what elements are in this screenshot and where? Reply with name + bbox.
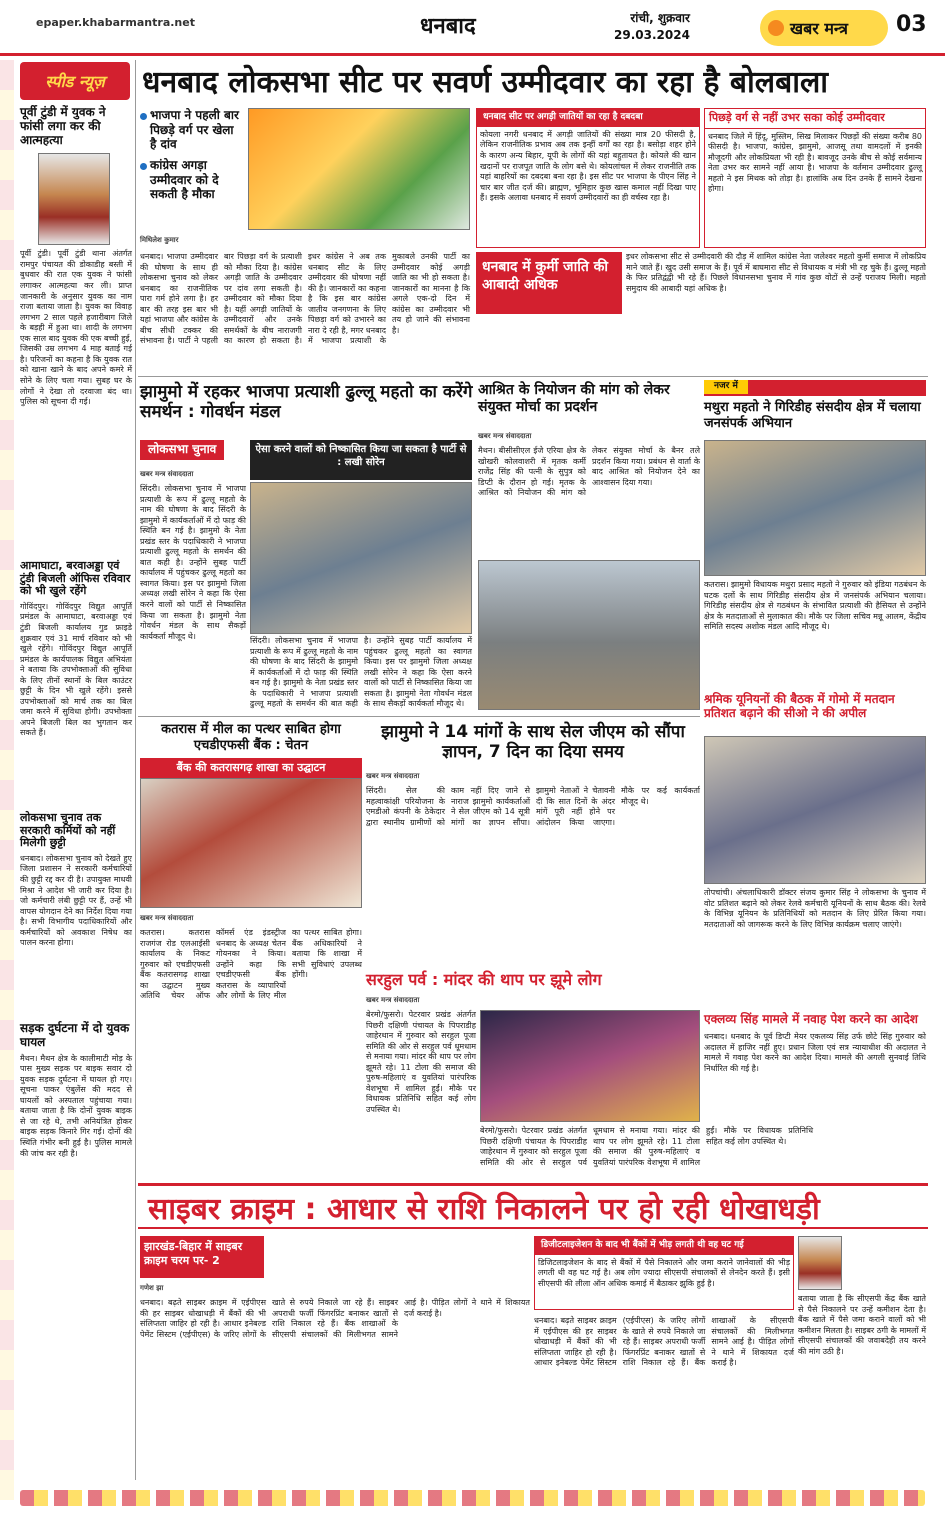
left-story-4 <box>20 1022 132 1474</box>
sarhul-body-cont: बेरमो/फुसरो। पेटरवार प्रखंड अंतर्गत पिछरी दक्षिणी पंचायत के पिपराडीह जाहेरथान में गुरुवार को सरहुल पूजा समिति की ओर से सरहुल पर्व धूमधाम से मनाया गया। मांदर की थाप पर लोग झूमते रहे। 11 टोला की समाज की पुरुष-महिलाएं व युवतियां पारंपरिक वेशभूषा में शामिल हुईं। मौके पर विधायक प्रतिनिधि सहित कई लोग उपस्थित थे। <box>480 1126 813 1167</box>
caste-box-body: कोयला नगरी धनबाद में अगड़ी जातियों की संख्या मात्र 20 फीसदी है, लेकिन राजनीतिक प्रभाव अब तक इन्हीं वर्गों का रहा है। बसोड़ा शहर होने के कारण अन्य बिहार, यूपी के लोगों की यहां बहुतायत है। कोयले की खान खदानों पर राजपूत जाति के लोग बसे थे। कोयलांचल में लेकर राजनीति तक यहां बाहरियों का दबदबा बना रहा है। इस सीट पर भाजपा के पीएन सिंह ने चार बार जीत दर्ज की। ब्राह्मण, भूमिहार कुछ खास कमाल नहीं दिखा पाए हैं। इसके अलावा धनबाद में सवर्ण उम्मीदवारों का ही वर्चस्व रहा है। <box>480 129 696 203</box>
sail-headline: झामुमो ने 14 मांगों के साथ सेल जीएम को सौंपा ज्ञापन, 7 दिन का दिया समय <box>381 722 685 763</box>
jmm-story-tag: लोकसभा चुनाव <box>140 440 224 460</box>
lead-body: धनबाद। भाजपा उम्मीदवार की घोषणा के साथ ही लोकसभा चुनाव को लेकर धनबाद का राजनीतिक पारा गर्म होने लगा है। हर बार की तरह इस बार भी यहां भाजपा और कांग्रेस के बीच सीधी टक्कर की संभावना है। पार्टी ने पहली बार पिछड़ा वर्ग के प्रत्याशी को मौका दिया है। कांग्रेस अगड़ी जाति के उम्मीदवार पर दांव लगा सकती है। उम्मीदवार को मौका दिया है। यहीं अगड़ी जातियों के उम्मीदवारों और उनके समर्थकों के बीच नाराजगी का कारण हो सकता है। इधर कांग्रेस ने अब तक धनबाद सीट के लिए उम्मीदवार की घोषणा नहीं की है। जानकारों का कहना है कि इस बार कांग्रेस जातीय जनगणना के लिए पिछड़ा वर्ग को उभारने का नारा दे रही है, मगर धनबाद में भाजपा प्रत्याशी के मुकाबले उनकी पार्टी का उम्मीदवार कोई अगड़ी जाति का भी हो सकता है। जानकारों का मानना है कि अगले एक-दो दिन में कांग्रेस का उम्मीदवार भी तय हो जाने की संभावना है। <box>140 252 470 346</box>
left-story-body: मैथन। मैथन क्षेत्र के कालीमाटी मोड़ के पास मुख्य सड़क पर बाइक सवार दो युवक सड़क दुर्घटना में घायल हो गए। सूचना पाकर एंबुलेंस की मदद से घायलों को अस्पताल पहुंचाया गया। बताया जाता है कि दोनों युवक बाइक से जा रहे थे, तभी अनियंत्रित होकर बाइक सड़क किनारे गिर गई। दोनों की स्थिति गंभीर बनी हुई है। पुलिस मामले की जांच कर रही है। <box>20 1053 132 1158</box>
sail-byline: खबर मन्त्र संवाददाता <box>366 772 420 780</box>
kurmi-box-body: इधर लोकसभा सीट से उम्मीदवारी की दौड़ में शामिल कांग्रेस नेता जलेश्वर महतो कुर्मी समाज में लोकप्रिय माने जाते हैं। खुद उसी समाज के हैं। पूर्व में बाघमारा सीट से विधायक व मंत्री भी रह चुके हैं। ढुल्लू महतो के फिर प्रतिद्वंद्वी भी रहे हैं। पिछले विधानसभा चुनाव में गांव कुछ वोटों से उन्हें पराजय मिली। महतो समुदाय की आबादी यहां अधिक है। <box>626 252 926 293</box>
caste-box-title: धनबाद सीट पर अगड़ी जातियों का रहा है दबदबा <box>477 109 699 127</box>
katras-byline: खबर मन्त्र संवाददाता <box>140 914 194 922</box>
speed-news-label: स्पीड न्यूज़ <box>20 62 130 100</box>
jmm-story-body-cont: सिंदरी। लोकसभा चुनाव में भाजपा प्रत्याशी के रूप में ढुल्लू महतो के नाम की घोषणा के बाद सिंदरी के झामुमो में कार्यकर्ताओं में दो फाड़ की स्थिति बन गई है। झामुमो के नेता प्रखंड स्तर के पदाधिकारी ने भाजपा प्रत्याशी ढुल्लू महतो के समर्थन की बात कही है। उन्होंने सुबह पार्टी कार्यालय में पहुंचकर ढुल्लू महतो का स्वागत किया। इस पर झामुमो जिला अध्यक्ष लखी सोरेन ने कहा कि ऐसा करने वालों को पार्टी से निष्कासित किया जा सकता है। झामुमो नेता गोवर्धन मंडल के साथ सैकड़ों कार्यकर्ता मौजूद थे। <box>250 636 472 709</box>
section-rule <box>138 376 928 377</box>
kurmi-box-title: धनबाद में कुर्मी जाति की आबादी अधिक <box>476 252 622 314</box>
column-rule <box>135 60 136 1480</box>
left-story-headline: पूर्वी टुंडी में युवक ने फांसी लगा कर की आत्महत्या <box>20 105 106 147</box>
lead-byline: मिथिलेश कुमार <box>140 236 179 244</box>
decorative-spine <box>0 60 14 1500</box>
mathura-kicker-bar <box>704 380 926 396</box>
brand-logo-icon <box>768 20 784 36</box>
sanyukt-byline: खबर मन्त्र संवाददाता <box>478 432 532 440</box>
shramik-headline: श्रमिक यूनियनों की बैठक में गोमो में मतदान प्रतिशत बढ़ाने की सीओ ने की अपील <box>704 692 895 721</box>
officer-photo <box>798 1236 842 1290</box>
sarhul-headline: सरहुल पर्व : मांदर की थाप पर झूमे लोग <box>366 970 602 989</box>
edition-city: धनबाद <box>420 14 476 39</box>
cyber-side-body: बताया जाता है कि सीएसपी केंद्र बैंक खाते से पैसे निकालने पर उन्हें कमीशन देता है। बैंक खाते में पैसे जमा कराने वालों को भी कमीशन मिलता है। साइबर ठगी के मामलों में सीएसपी संचालकों की जवाबदेही तय करने की मांग उठी है। <box>798 1294 926 1356</box>
digital-box-title: डिजीटलाइजेशन के बाद भी बैंकों में भीड़ लगती थी वह घट गई <box>535 1237 793 1255</box>
eklavya-headline: एक्लव्य सिंह मामले में नवाह पेश करने का आदेश <box>704 1012 918 1026</box>
mathura-campaign-photo <box>704 440 926 576</box>
obc-box-body: धनबाद जिले में हिंदू, मुस्लिम, सिख मिलाकर पिछड़ों की संख्या करीब 80 फीसदी है। भाजपा, कांग्रेस, झामुमो, आजसू तथा वामदलों में इनकी मौजूदगी और लोकप्रियता भी रही है। बावजूद उनके बीच से कोई सर्वमान्य नेता उभर कर सामने नहीं आया है। भाजपा के वर्तमान उम्मीदवार ढुल्लू महतो ने इस मिथक को तोड़ा है। हालांकि अब दिन उनके हैं सामने देखना होगा। <box>708 131 922 194</box>
union-meeting-photo <box>704 736 926 884</box>
epaper-url[interactable]: epaper.khabarmantra.net <box>36 16 195 29</box>
left-story-body: धनबाद। लोकसभा चुनाव को देखते हुए जिला प्रशासन ने सरकारी कर्मचारियों की छुट्टी रद्द कर दी है। उपायुक्त माधवी मिश्रा ने आदेश भी जारी कर दिया है। जो कर्मचारी लंबी छुट्टी पर हैं, उन्हें भी वापस योगदान देने का निर्देश दिया गया है। सभी विभागीय पदाधिकारियों और कर्मचारियों को अवकाश निषेध का पालन करना होगा। <box>20 853 132 948</box>
sarhul-body: बेरमो/फुसरो। पेटरवार प्रखंड अंतर्गत पिछरी दक्षिणी पंचायत के पिपराडीह जाहेरथान में गुरुवार को सरहुल पूजा समिति की ओर से सरहुल पर्व धूमधाम से मनाया गया। मांदर की थाप पर लोग झूमते रहे। 11 टोला की समाज की पुरुष-महिलाएं व युवतियां पारंपरिक वेशभूषा में शामिल हुईं। मौके पर विधायक प्रतिनिधि सहित कई लोग उपस्थित थे। <box>366 1010 476 1114</box>
masthead <box>0 0 945 56</box>
obc-box <box>704 108 926 248</box>
jmm-story-body: सिंदरी। लोकसभा चुनाव में भाजपा प्रत्याशी के रूप में ढुल्लू महतो के नाम की घोषणा के बाद सिंदरी के झामुमो में कार्यकर्ताओं में दो फाड़ की स्थिति बन गई है। झामुमो के नेता प्रखंड स्तर के पदाधिकारी ने भाजपा प्रत्याशी ढुल्लू महतो के समर्थन की बात कही है। उन्होंने सुबह पार्टी कार्यालय में पहुंचकर ढुल्लू महतो का स्वागत किया। इस पर झामुमो जिला अध्यक्ष लखी सोरेन ने कहा कि ऐसा करने वालों को पार्टी से निष्कासित किया जा सकता है। झामुमो नेता गोवर्धन मंडल के साथ सैकड़ों कार्यकर्ता मौजूद थे। <box>140 484 246 641</box>
sanyukt-story-headline: आश्रित के नियोजन की मांग को लेकर संयुक्त मोर्चा का प्रदर्शन <box>478 382 670 415</box>
sanyukt-story-body: मैथन। बीसीसीएल ईजे एरिया क्षेत्र के खोखरी कोलवाशरी में मृतक कर्मी राजेंद्र सिंह की पत्नी के सुपुत्र को डिप्टी के दौरान हो गई। मृतक के आश्रित को नियोजन की मांग को लेकर संयुक्त मोर्चा के बैनर तले प्रदर्शन किया गया। प्रबंधन से वार्ता के बाद आश्रित को नियोजन देने का आश्वासन दिया गया। <box>478 446 700 498</box>
mathura-kicker: नजर में <box>704 380 748 394</box>
cyber-byline: गणेश झा <box>140 1284 164 1292</box>
cyber-tag: झारखंड-बिहार में साइबर क्राइम चरम पर- 2 <box>140 1236 264 1278</box>
lead-headline: धनबाद लोकसभा सीट पर सवर्ण उम्मीदवार का रहा है बोलबाला <box>142 65 829 100</box>
sarhul-byline: खबर मन्त्र संवाददाता <box>366 996 420 1004</box>
left-story-body: गोविंदपुर। गोविंदपुर विद्युत आपूर्ति प्रमंडल के आमाघाटा, बरवाअड्डा एवं टुंडी बिजली कार्यालय गुड फ्राइडे शुक्रवार एवं 31 मार्च रविवार को भी खुले रहेंगे। गोविंदपुर विद्युत आपूर्ति प्रमंडल के कार्यपालक विद्युत अभियंता ने बताया कि उपभोक्ताओं की सुविधा के लिए तीनों स्थानों के बिल काउंटर छुट्टी के दिन भी खुले रहेंगे। इससे उपभोक्ताओं को मार्च तक का बिल जमा करने में सुविधा होगी। उपभोक्ता अपने बिजली बिल का भुगतान कर सकते हैं। <box>20 601 132 738</box>
lead-bullet: भाजपा ने पहली बार पिछड़े वर्ग पर खेला है दांव <box>140 108 240 152</box>
left-story-headline: आमाघाटा, बरवाअड्डा एवं टुंडी बिजली ऑफिस रविवार को भी खुले रहेंगे <box>20 559 131 598</box>
sarhul-festival-photo <box>480 1010 700 1122</box>
jmm-rally-photo <box>250 482 472 634</box>
protest-photo <box>478 560 700 710</box>
section-rule <box>138 716 700 717</box>
katras-subhead: बैंक की कतरासगढ़ शाखा का उद्घाटन <box>140 758 362 779</box>
cyber-banner: साइबर क्राइम : आधार से राशि निकालने पर हो रही धोखाधड़ी <box>138 1183 928 1229</box>
page-number: 03 <box>896 12 927 37</box>
mathura-headline: मथुरा महतो ने गिरिडीह संसदीय क्षेत्र में चलाया जनसंपर्क अभियान <box>704 400 921 431</box>
obc-box-title: पिछड़े वर्ग से नहीं उभर सका कोई उम्मीदवार <box>705 109 925 129</box>
edition-date: 29.03.2024 <box>614 27 690 42</box>
cyber-body-cont: धनबाद। बढ़ते साइबर क्राइम में एईपीएस की हर साइबर धोखाधड़ी में बैंकों की भी संलिप्तता जाहिर हो रही है। आधार इनेबल्ड पेमेंट सिस्टम (एईपीएस) के जरिए लोगों के खाते से रुपये निकाले जा रहे हैं। साइबर अपराधी फर्जी फिंगरप्रिंट बनाकर खातों से राशि निकाल रहे हैं। बैंक शाखाओं के सीएसपी संचालकों की मिलीभगत सामने आई है। पीड़ित लोगों ने थाने में शिकायत दर्ज कराई है। <box>534 1316 794 1368</box>
brand-name: खबर मन्त्र <box>790 19 848 38</box>
victim-photo <box>38 153 110 245</box>
bank-inauguration-photo <box>140 778 362 908</box>
digital-box-body: डिजिटलाइजेशन के बाद से बैंकों में पैसे निकालने और जमा कराने जानेवालों की भीड़ लगती थी वह घट गई है। अब लोग ज्यादा सीएसपी संचालकों से लेनदेन करते हैं। इसी सीएसपी की लीला ऑन अधिक कमाई में बैठाकर झुकि हुई है। <box>538 1257 790 1288</box>
footer-color-bar <box>20 1490 925 1506</box>
jmm-photo-caption: ऐसा करने वालों को निष्कासित किया जा सकता है पार्टी से : लखी सोरेन <box>250 440 472 480</box>
brand-logo <box>760 10 888 46</box>
katras-body: कतरास। कतरास राजगंज रोड एलआईसी कार्यालय के निकट गुरुवार को एचडीएफसी बैंक कतरासगढ़ शाखा का उद्घाटन मुख्य अतिथि चेयर ऑफ कॉमर्स एंड इंडस्ट्रीज धनबाद के अध्यक्ष चेतन गोयनका ने किया। उन्होंने कहा कि एचडीएफसी बैंक कतरास के व्यापारियों और लोगों के लिए मील का पत्थर साबित होगा। बैंक अधिकारियों ने बताया कि शाखा में सभी सुविधाएं उपलब्ध होंगी। <box>140 928 362 1001</box>
digital-box <box>534 1236 794 1310</box>
edition-date-block <box>614 10 690 44</box>
caste-box <box>476 108 700 248</box>
left-story-2 <box>20 560 132 766</box>
lead-bullets <box>140 108 240 208</box>
cyber-body: धनबाद। बढ़ते साइबर क्राइम में एईपीएस की हर साइबर धोखाधड़ी में बैंकों की भी संलिप्तता जाहिर हो रही है। आधार इनेबल्ड पेमेंट सिस्टम (एईपीएस) के जरिए लोगों के खाते से रुपये निकाले जा रहे हैं। साइबर अपराधी फर्जी फिंगरप्रिंट बनाकर खातों से राशि निकाल रहे हैं। बैंक शाखाओं के सीएसपी संचालकों की मिलीभगत सामने आई है। पीड़ित लोगों ने थाने में शिकायत दर्ज कराई है। <box>140 1298 530 1339</box>
sail-body: सिंदरी। सेल की महत्वाकांक्षी परियोजना के एमडीओ कंपनी के ठेकेदार द्वारा स्थानीय ग्रामीणों को काम नहीं दिए जाने से नाराज झामुमो कार्यकर्ताओं ने सेल जीएम को 14 सूत्री मांगों का ज्ञापन सौंपा। झामुमो नेताओं ने चेतावनी दी कि सात दिनों के अंदर मांगें पूरी नहीं होने पर आंदोलन किया जाएगा। मौके पर कई कार्यकर्ता मौजूद थे। <box>366 786 700 827</box>
shramik-body: तोपचांची। अंचलाधिकारी डॉक्टर संजय कुमार सिंह ने लोकसभा के चुनाव में वोट प्रतिशत बढ़ाने को लेकर रेलवे कर्मचारी यूनियनों के साथ बैठक की। रेलवे के विभिन्न यूनियन के प्रतिनिधियों को मतदान के लिए प्रेरित किया गया। मतदाताओं को जागरूक करने के लिए विभिन्न कार्यक्रम चलाए जाएंगे। <box>704 888 926 929</box>
edition-place-day: रांची, शुक्रवार <box>630 11 690 25</box>
katras-headline: कतरास में मील का पत्थर साबित होगा एचडीएफसी बैंक : चेतन <box>161 722 341 753</box>
left-story-3 <box>20 812 132 1004</box>
mathura-body: कतरास। झामुमो विधायक मथुरा प्रसाद महतो ने गुरुवार को इंडिया गठबंधन के घटक दलों के साथ गिरिडीह संसदीय क्षेत्र में जनसंपर्क अभियान चलाया। गिरिडीह संसदीय क्षेत्र से गठबंधन के संभावित प्रत्याशी की हैसियत से उन्होंने क्षेत्र के मतदाताओं से मुलाकात की। मौके पर जिला सचिव मन्नू आलम, केंद्रीय समिति सदस्य अशोक मंडल आदि मौजूद थे। <box>704 580 926 632</box>
jmm-story-headline: झामुमो में रहकर भाजपा प्रत्याशी ढुल्लू महतो का करेंगे समर्थन : गोवर्धन मंडल <box>140 382 473 423</box>
lead-bullet: कांग्रेस अगड़ा उम्मीदवार को दे सकती है मौका <box>140 158 240 202</box>
left-story-body: पूर्वी टुंडी। पूर्वी टुंडी थाना अंतर्गत रामपुर पंचायत की डोकाडीह बस्ती में बुधवार की रात एक युवक ने फांसी लगाकर आत्महत्या कर ली। प्राप्त जानकारी के अनुसार युवक का नाम राजा बताया जाता है। युवक का विवाह लगभग 2 साल पहले हजारीबाग जिले के बड़ही में हुआ था। शादी के लगभग एक साल बाद युवक की एक बच्ची हुई, जिसकी उम्र लगभग 4 माह बताई गई है। परिजनों का कहना है कि युवक रात को खाना खाने के बाद अपने कमरे में सोने के लिए चला गया। सुबह घर के लोगों ने देखा तो दरवाजा बंद था। पुलिस को सूचना दी गई। <box>20 249 132 407</box>
jmm-byline: खबर मन्त्र संवाददाता <box>140 470 194 478</box>
party-flags-photo <box>248 108 470 230</box>
left-story-headline: सड़क दुर्घटना में दो युवक घायल <box>20 1021 130 1049</box>
left-story-headline: लोकसभा चुनाव तक सरकारी कर्मियों को नहीं मिलेगी छुट्टी <box>20 811 116 850</box>
eklavya-body: धनबाद। धनबाद के पूर्व डिप्टी मेयर एकलव्य सिंह उर्फ छोटे सिंह गुरुवार को अदालत में हाजिर नहीं हुए। प्रधान जिला एवं सत्र न्यायाधीश की अदालत ने मामले में गवाह पेश करने का आदेश दिया। मामले की अगली सुनवाई तिथि निर्धारित की गई है। <box>704 1032 926 1073</box>
left-story-1 <box>20 106 132 409</box>
